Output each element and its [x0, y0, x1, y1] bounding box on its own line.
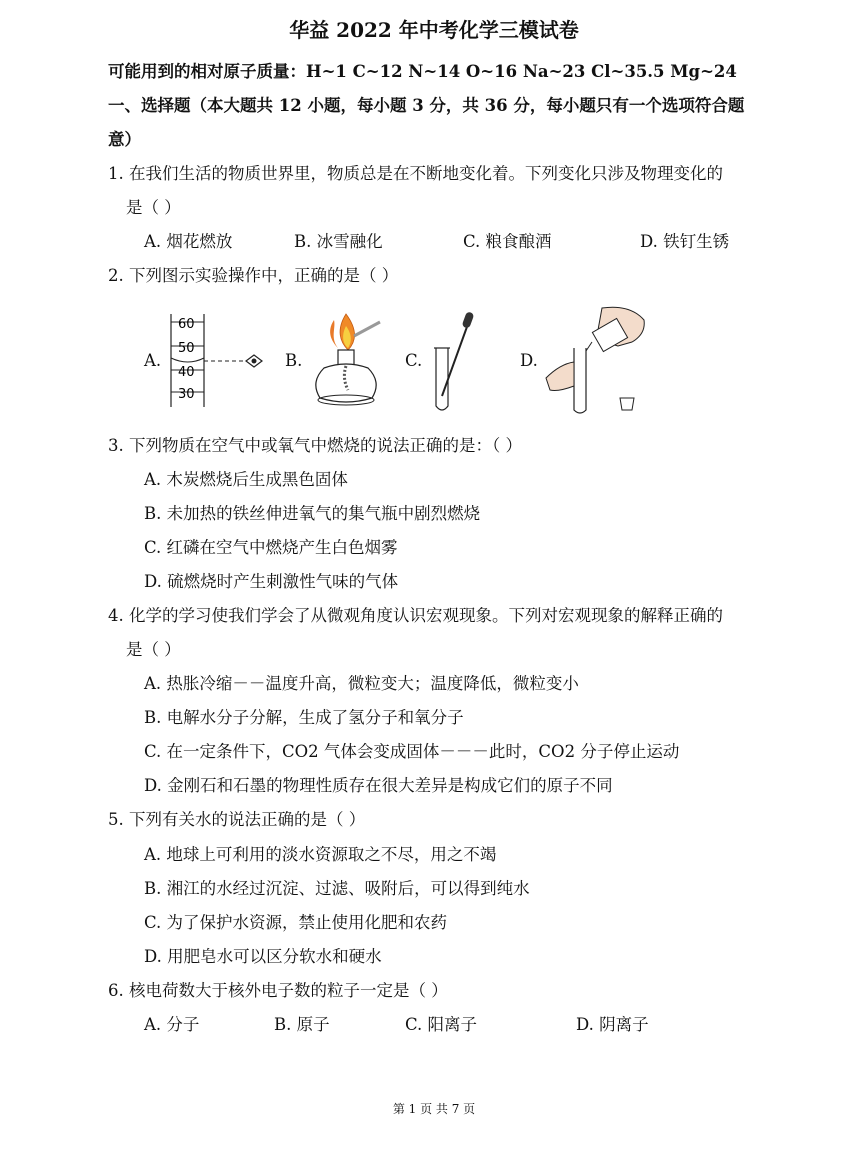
question-1-option-a[interactable]: A. 烟花燃放	[144, 232, 233, 251]
cylinder-tick-60: 60	[178, 317, 195, 332]
question-3-option-b[interactable]: B. 未加热的铁丝伸进氧气的集气瓶中剧烈燃烧	[144, 504, 481, 523]
question-5-option-c[interactable]: C. 为了保护水资源，禁止使用化肥和农药	[144, 913, 448, 932]
graduated-cylinder-reading-figure	[164, 312, 269, 408]
question-3-option-a[interactable]: A. 木炭燃烧后生成黑色固体	[144, 470, 348, 489]
question-2-option-a[interactable]: A.	[144, 351, 162, 370]
question-6-option-a[interactable]: A. 分子	[144, 1015, 200, 1034]
question-2-stem: 2. 下列图示实验操作中，正确的是（ ）	[108, 266, 399, 285]
cylinder-tick-50: 50	[178, 341, 195, 356]
question-2-option-c[interactable]: C.	[405, 351, 423, 370]
question-1-stem: 1. 在我们生活的物质世界里，物质总是在不断地变化着。下列变化只涉及物理变化的	[108, 164, 723, 183]
question-3-option-d[interactable]: D. 硫燃烧时产生刺激性气味的气体	[144, 572, 399, 591]
question-5-option-a[interactable]: A. 地球上可利用的淡水资源取之不尽，用之不竭	[144, 845, 497, 864]
question-1-stem-cont: 是（ ）	[126, 198, 181, 217]
cylinder-tick-40: 40	[178, 365, 195, 380]
question-6-stem: 6. 核电荷数大于核外电子数的粒子一定是（ ）	[108, 981, 448, 1000]
question-2-option-b[interactable]: B.	[285, 351, 303, 370]
section-heading-cont: 意）	[108, 130, 141, 149]
question-4-option-c[interactable]: C. 在一定条件下，CO2 气体会变成固体－－－此时，CO2 分子停止运动	[144, 742, 680, 761]
pouring-liquid-figure	[544, 302, 654, 418]
page-footer: 第 1 页 共 7 页	[392, 1102, 476, 1116]
question-5-stem: 5. 下列有关水的说法正确的是（ ）	[108, 810, 366, 829]
question-1-option-b[interactable]: B. 冰雪融化	[294, 232, 383, 251]
test-tube-dropper-figure	[428, 308, 488, 416]
atomic-masses-line: 可能用到的相对原子质量：H~1 C~12 N~14 O~16 Na~23 Cl~35.5 Mg~24	[108, 62, 737, 81]
question-6-option-b[interactable]: B. 原子	[274, 1015, 330, 1034]
question-5-option-b[interactable]: B. 湘江的水经过沉淀、过滤、吸附后，可以得到纯水	[144, 879, 530, 898]
alcohol-lamp-figure	[306, 312, 396, 412]
question-1-option-d[interactable]: D. 铁钉生锈	[640, 232, 730, 251]
section-heading: 一、选择题（本大题共 12 小题，每小题 3 分，共 36 分，每小题只有一个选项符合题	[108, 96, 745, 115]
question-4-stem-cont: 是（ ）	[126, 640, 181, 659]
question-6-option-d[interactable]: D. 阴离子	[576, 1015, 649, 1034]
question-4-option-a[interactable]: A. 热胀冷缩－－温度升高，微粒变大；温度降低，微粒变小	[144, 674, 579, 693]
cylinder-tick-30: 30	[178, 387, 195, 402]
question-3-stem: 3. 下列物质在空气中或氧气中燃烧的说法正确的是：（ ）	[108, 436, 522, 455]
question-4-option-d[interactable]: D. 金刚石和石墨的物理性质存在很大差异是构成它们的原子不同	[144, 776, 613, 795]
question-4-option-b[interactable]: B. 电解水分子分解，生成了氢分子和氧分子	[144, 708, 464, 727]
exam-title: 华益 2022 年中考化学三模试卷	[289, 18, 579, 42]
question-1-option-c[interactable]: C. 粮食酿酒	[463, 232, 552, 251]
question-4-stem: 4. 化学的学习使我们学会了从微观角度认识宏观现象。下列对宏观现象的解释正确的	[108, 606, 723, 625]
question-6-option-c[interactable]: C. 阳离子	[405, 1015, 478, 1034]
question-3-option-c[interactable]: C. 红磷在空气中燃烧产生白色烟雾	[144, 538, 398, 557]
question-2-option-d[interactable]: D.	[520, 351, 538, 370]
question-5-option-d[interactable]: D. 用肥皂水可以区分软水和硬水	[144, 947, 382, 966]
